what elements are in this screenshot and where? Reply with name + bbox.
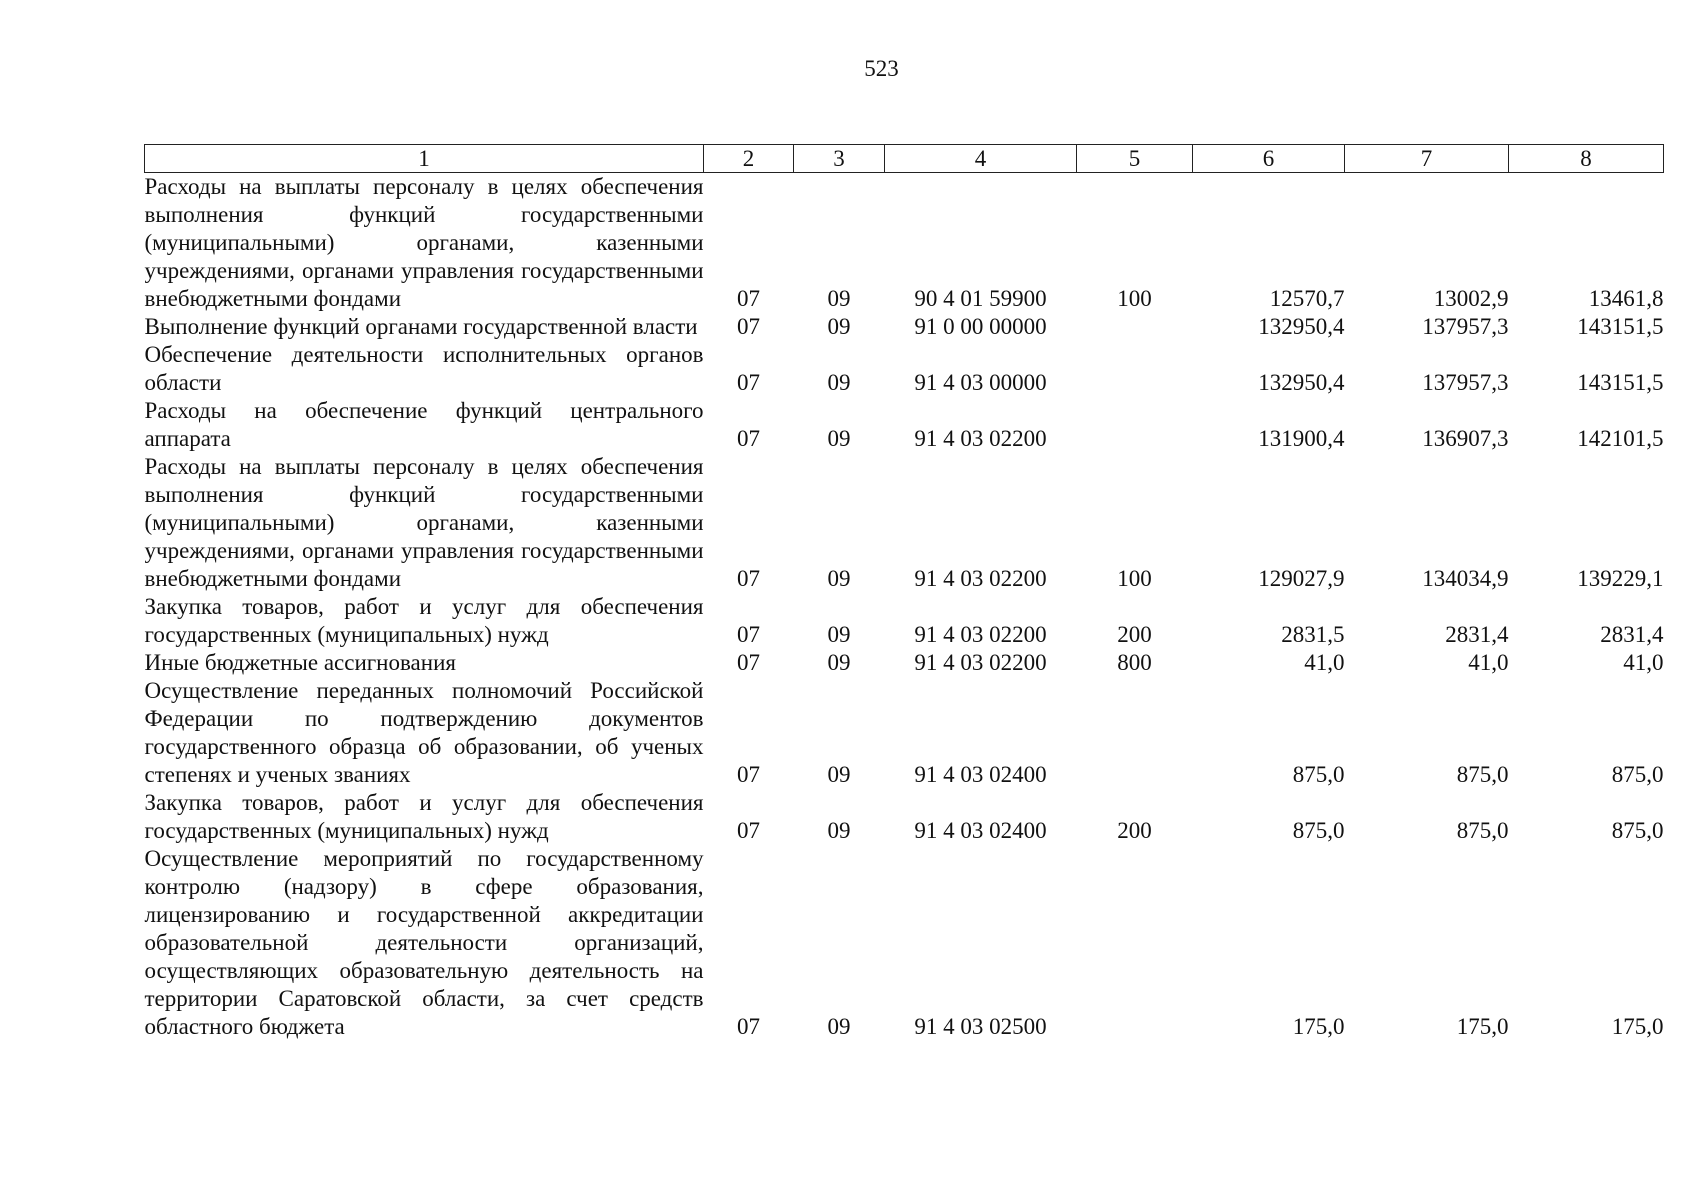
target-code-cell: 91 4 03 02500 — [914, 1014, 1047, 1039]
table-header — [145, 145, 1664, 173]
amount-col6-cell: 132950,4 — [1258, 370, 1345, 395]
amount-col8-cell: 175,0 — [1611, 1014, 1664, 1039]
amount-col6-cell: 175,0 — [1292, 1014, 1345, 1039]
column-header: 4 — [885, 145, 1077, 173]
expense-kind-cell — [1077, 397, 1193, 453]
amount-col6-cell: 12570,7 — [1269, 286, 1345, 311]
section-cell: 07 — [737, 426, 760, 451]
expense-kind-cell: 800 — [1117, 650, 1152, 675]
section-cell: 07 — [737, 650, 760, 675]
subsection-cell: 09 — [827, 762, 851, 787]
expense-kind-cell — [1077, 845, 1193, 1041]
table-row — [145, 789, 1664, 845]
amount-col6-cell: 132950,4 — [1258, 314, 1345, 339]
target-code-cell: 91 4 03 02200 — [914, 622, 1047, 647]
amount-col6-cell: 875,0 — [1292, 762, 1345, 787]
target-code-cell: 90 4 01 59900 — [914, 286, 1047, 311]
expense-kind-cell: 100 — [1117, 566, 1152, 591]
amount-col7-cell: 175,0 — [1456, 1014, 1509, 1039]
subsection-cell: 09 — [827, 314, 851, 339]
target-code-cell: 91 4 03 02200 — [914, 650, 1047, 675]
amount-col8-cell: 13461,8 — [1588, 286, 1664, 311]
amount-col6-cell: 129027,9 — [1258, 566, 1345, 591]
amount-col7-cell: 41,0 — [1468, 650, 1509, 675]
amount-col6-cell: 41,0 — [1304, 650, 1345, 675]
expense-name-cell: Иные бюджетные ассигнования — [144, 650, 456, 675]
expense-kind-cell: 200 — [1117, 818, 1152, 843]
expense-name-cell: Расходы на выплаты персоналу в целях обеспечения выполнения функций государственными (муниципальными) органами, казенными учреждениями, органами управления государственными внебюджетными фондами — [144, 454, 704, 591]
table-body — [145, 173, 1664, 1042]
column-header: 1 — [145, 145, 704, 173]
amount-col8-cell: 143151,5 — [1577, 370, 1664, 395]
target-code-cell: 91 4 03 02200 — [914, 426, 1047, 451]
page-number: 523 — [864, 56, 899, 81]
amount-col8-cell: 142101,5 — [1577, 426, 1664, 451]
amount-col6-cell: 131900,4 — [1258, 426, 1345, 451]
table-row — [145, 649, 1664, 677]
target-code-cell: 91 0 00 00000 — [914, 314, 1047, 339]
subsection-cell: 09 — [827, 622, 851, 647]
subsection-cell: 09 — [827, 426, 851, 451]
table-row — [145, 593, 1664, 649]
expense-kind-cell: 200 — [1117, 622, 1152, 647]
column-header: 5 — [1077, 145, 1193, 173]
target-code-cell: 91 4 03 00000 — [914, 370, 1047, 395]
section-cell: 07 — [737, 622, 760, 647]
column-header: 7 — [1345, 145, 1509, 173]
column-header: 2 — [704, 145, 794, 173]
table-row — [145, 173, 1664, 314]
subsection-cell: 09 — [827, 1014, 851, 1039]
amount-col8-cell: 143151,5 — [1577, 314, 1664, 339]
amount-col7-cell: 875,0 — [1456, 762, 1509, 787]
expense-kind-cell — [1077, 677, 1193, 789]
target-code-cell: 91 4 03 02200 — [914, 566, 1047, 591]
section-cell: 07 — [737, 1014, 760, 1039]
table-row — [145, 845, 1664, 1041]
subsection-cell: 09 — [827, 566, 851, 591]
subsection-cell: 09 — [827, 370, 851, 395]
section-cell: 07 — [737, 370, 760, 395]
amount-col7-cell: 2831,4 — [1445, 622, 1509, 647]
amount-col8-cell: 875,0 — [1611, 818, 1664, 843]
amount-col6-cell: 875,0 — [1292, 818, 1345, 843]
expense-kind-cell — [1077, 313, 1193, 341]
expense-name-cell: Обеспечение деятельности исполнительных органов области — [144, 342, 704, 395]
budget-table — [144, 144, 1664, 1041]
section-cell: 07 — [737, 818, 760, 843]
amount-col8-cell: 2831,4 — [1600, 622, 1664, 647]
expense-name-cell: Закупка товаров, работ и услуг для обеспечения государственных (муниципальных) нужд — [144, 594, 704, 647]
table-row — [145, 313, 1664, 341]
target-code-cell: 91 4 03 02400 — [914, 818, 1047, 843]
table-row — [145, 341, 1664, 397]
expense-name-cell: Осуществление мероприятий по государственному контролю (надзору) в сфере образования, лицензированию и государственной аккредитации образовательной деятельности организаций, осуществляющих образовательную деятельность на территории Саратовской области, за счет средств областного бюджета — [144, 846, 704, 1039]
expense-name-cell: Расходы на выплаты персоналу в целях обеспечения выполнения функций государственными (муниципальными) органами, казенными учреждениями, органами управления государственными внебюджетными фондами — [144, 174, 704, 311]
amount-col7-cell: 137957,3 — [1422, 370, 1509, 395]
column-header: 6 — [1193, 145, 1345, 173]
amount-col8-cell: 875,0 — [1611, 762, 1664, 787]
subsection-cell: 09 — [827, 818, 851, 843]
amount-col8-cell: 139229,1 — [1577, 566, 1664, 591]
expense-name-cell: Расходы на обеспечение функций центрального аппарата — [144, 398, 704, 451]
table-row — [145, 397, 1664, 453]
table-row — [145, 677, 1664, 789]
column-header: 8 — [1509, 145, 1664, 173]
amount-col7-cell: 13002,9 — [1433, 286, 1509, 311]
expense-kind-cell — [1077, 341, 1193, 397]
amount-col6-cell: 2831,5 — [1281, 622, 1345, 647]
section-cell: 07 — [737, 566, 760, 591]
subsection-cell: 09 — [827, 286, 851, 311]
expense-name-cell: Выполнение функций органами государственной власти — [144, 314, 698, 339]
expense-name-cell: Осуществление переданных полномочий Российской Федерации по подтверждению документов государственного образца об образовании, об ученых степенях и ученых званиях — [144, 678, 704, 787]
expense-name-cell: Закупка товаров, работ и услуг для обеспечения государственных (муниципальных) нужд — [144, 790, 704, 843]
expense-kind-cell: 100 — [1117, 286, 1152, 311]
amount-col7-cell: 136907,3 — [1422, 426, 1509, 451]
target-code-cell: 91 4 03 02400 — [914, 762, 1047, 787]
amount-col7-cell: 875,0 — [1456, 818, 1509, 843]
table-row — [145, 453, 1664, 593]
subsection-cell: 09 — [827, 650, 851, 675]
amount-col7-cell: 137957,3 — [1422, 314, 1509, 339]
header-row — [145, 145, 1664, 173]
amount-col8-cell: 41,0 — [1623, 650, 1664, 675]
column-header: 3 — [794, 145, 885, 173]
amount-col7-cell: 134034,9 — [1422, 566, 1509, 591]
section-cell: 07 — [737, 314, 760, 339]
section-cell: 07 — [737, 762, 760, 787]
section-cell: 07 — [737, 286, 760, 311]
